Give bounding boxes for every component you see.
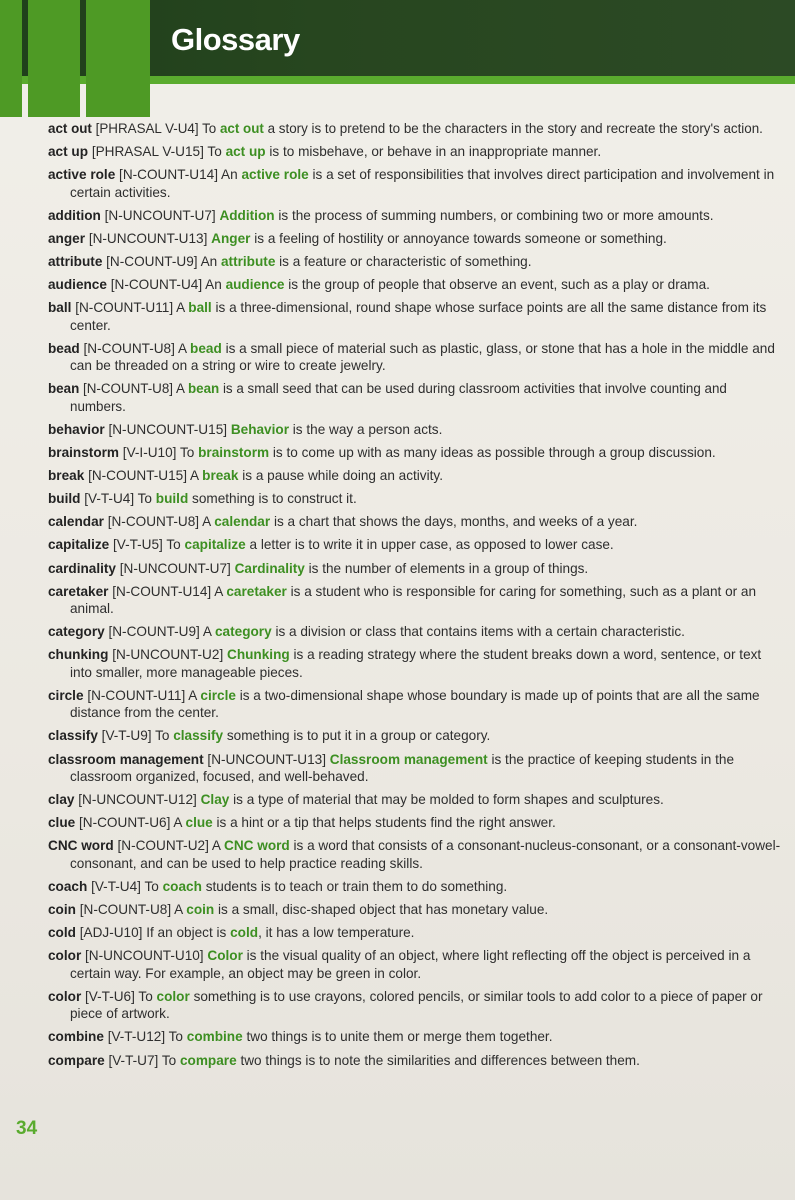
entry-term: behavior bbox=[48, 421, 105, 437]
entry-highlighted-term: ball bbox=[188, 300, 212, 316]
entry-tag: [N-UNCOUNT-U7] bbox=[119, 560, 231, 576]
entry-term: cold bbox=[48, 925, 76, 941]
entry-definition-lead: To bbox=[202, 121, 217, 136]
entry-term: capitalize bbox=[48, 537, 110, 553]
entry-definition-lead: A bbox=[202, 624, 212, 640]
entry-tag: [N-UNCOUNT-U13] bbox=[207, 751, 326, 767]
entry-highlighted-term: circle bbox=[200, 687, 236, 703]
page-title: Glossary bbox=[171, 22, 300, 57]
entry-definition: is a hint or a tip that helps students find the right answer. bbox=[216, 815, 556, 831]
glossary-entry bbox=[48, 687, 783, 722]
entry-term: combine bbox=[48, 1029, 104, 1045]
entry-tag: [N-COUNT-U15] bbox=[88, 468, 188, 484]
entry-highlighted-term: capitalize bbox=[184, 537, 246, 553]
glossary-entry bbox=[48, 837, 783, 872]
entry-definition: is the visual quality of an object, where light reflecting off the object is perceived in a certain way. For example, an object may be green in color. bbox=[70, 948, 751, 981]
entry-term: clue bbox=[48, 815, 76, 831]
entry-definition: is a pause while doing an activity. bbox=[242, 468, 443, 484]
entry-highlighted-term: brainstorm bbox=[198, 445, 270, 461]
entry-highlighted-term: coach bbox=[162, 878, 202, 894]
entry-highlighted-term: Clay bbox=[200, 792, 230, 808]
entry-definition-lead: A bbox=[177, 340, 187, 356]
entry-definition: is a feeling of hostility or annoyance towards someone or something. bbox=[254, 230, 667, 246]
entry-definition: is a division or class that contains items with a certain characteristic. bbox=[275, 624, 685, 640]
entry-definition: students is to teach or train them to do something. bbox=[205, 878, 508, 894]
entry-term: anger bbox=[48, 230, 86, 246]
entry-term: attribute bbox=[48, 253, 103, 269]
entry-term: compare bbox=[48, 1052, 105, 1068]
glossary-entry bbox=[48, 560, 783, 578]
entry-highlighted-term: attribute bbox=[221, 253, 276, 269]
entry-term: category bbox=[48, 624, 105, 640]
entry-definition-lead: A bbox=[176, 300, 185, 316]
glossary-entry bbox=[48, 536, 783, 554]
glossary-entry bbox=[48, 947, 783, 982]
entry-term: act out bbox=[48, 121, 92, 136]
entry-definition-lead: A bbox=[176, 381, 185, 397]
entry-highlighted-term: classify bbox=[173, 728, 224, 744]
glossary-entry bbox=[48, 1052, 783, 1070]
entry-highlighted-term: act out bbox=[219, 121, 264, 136]
entry-tag: [V-I-U10] bbox=[122, 445, 177, 461]
entry-tag: [N-UNCOUNT-U15] bbox=[108, 421, 228, 437]
entry-definition-lead: A bbox=[202, 514, 211, 530]
entry-highlighted-term: caretaker bbox=[226, 583, 287, 599]
entry-tag: [N-COUNT-U9] bbox=[108, 624, 200, 640]
entry-definition-lead: To bbox=[155, 728, 170, 744]
glossary-entry bbox=[48, 751, 783, 786]
entry-tag: [N-UNCOUNT-U2] bbox=[112, 647, 224, 663]
entry-highlighted-term: bean bbox=[187, 381, 220, 397]
entry-definition-lead: To bbox=[166, 537, 181, 553]
entry-term: chunking bbox=[48, 647, 109, 663]
entry-definition: is the group of people that observe an event, such as a play or drama. bbox=[288, 277, 710, 293]
entry-term: brainstorm bbox=[48, 445, 120, 461]
entry-term: CNC word bbox=[48, 838, 114, 854]
entry-tag: [N-UNCOUNT-U13] bbox=[88, 230, 208, 246]
entry-highlighted-term: Cardinality bbox=[234, 560, 305, 576]
entry-definition: two things is to note the similarities and differences between them. bbox=[240, 1052, 640, 1068]
entry-highlighted-term: Addition bbox=[219, 207, 275, 223]
entry-definition-lead: A bbox=[214, 583, 223, 599]
entry-definition-lead: An bbox=[221, 167, 238, 183]
glossary-entry bbox=[48, 583, 783, 618]
header-tab-decoration bbox=[28, 0, 80, 117]
entry-term: addition bbox=[48, 207, 101, 223]
glossary-entry bbox=[48, 901, 783, 919]
entry-tag: [V-T-U6] bbox=[85, 988, 135, 1004]
entry-highlighted-term: calendar bbox=[214, 514, 271, 530]
entry-definition-lead: A bbox=[188, 687, 197, 703]
entry-tag: [N-COUNT-U14] bbox=[119, 167, 218, 183]
entry-tag: [N-UNCOUNT-U7] bbox=[104, 207, 216, 223]
entry-tag: [N-COUNT-U8] bbox=[83, 381, 174, 397]
glossary-entry bbox=[48, 727, 783, 745]
entry-term: classify bbox=[48, 728, 98, 744]
entry-definition: is a reading strategy where the student breaks down a word, sentence, or text into smaller, more manageable pieces. bbox=[70, 647, 762, 680]
entry-definition: is a chart that shows the days, months, and weeks of a year. bbox=[273, 514, 638, 530]
entry-tag: [N-COUNT-U4] bbox=[110, 277, 203, 293]
entry-highlighted-term: Anger bbox=[211, 230, 251, 246]
entry-highlighted-term: active role bbox=[241, 167, 309, 183]
entry-definition: two things is to unite them or merge them together. bbox=[246, 1029, 553, 1045]
entry-tag: [V-T-U12] bbox=[107, 1029, 166, 1045]
entry-tag: [N-COUNT-U8] bbox=[79, 902, 172, 918]
entry-definition: a letter is to write it in upper case, as opposed to lower case. bbox=[249, 537, 614, 553]
entry-highlighted-term: act up bbox=[225, 144, 266, 160]
entry-definition: , it has a low temperature. bbox=[258, 925, 415, 941]
entry-term: bead bbox=[48, 340, 80, 356]
entry-tag: [N-COUNT-U8] bbox=[107, 514, 200, 530]
entry-term: calendar bbox=[48, 514, 104, 530]
entry-highlighted-term: audience bbox=[225, 277, 285, 293]
entry-tag: [N-COUNT-U2] bbox=[117, 838, 209, 854]
glossary-entry bbox=[48, 814, 783, 832]
entry-tag: [N-COUNT-U11] bbox=[87, 687, 186, 703]
entry-definition-lead: A bbox=[173, 815, 182, 831]
glossary-entry bbox=[48, 924, 783, 942]
entry-tag: [N-COUNT-U9] bbox=[106, 253, 198, 269]
entry-highlighted-term: Chunking bbox=[227, 647, 290, 663]
entry-highlighted-term: cold bbox=[230, 925, 259, 941]
entry-definition: something is to put it in a group or category. bbox=[226, 728, 491, 744]
entry-highlighted-term: bead bbox=[190, 340, 222, 356]
entry-definition-lead: An bbox=[205, 277, 222, 293]
glossary-entries bbox=[48, 120, 783, 1075]
glossary-entry bbox=[48, 276, 783, 294]
entry-tag: [N-UNCOUNT-U10] bbox=[85, 948, 204, 964]
entry-term: break bbox=[48, 468, 85, 484]
entry-term: color bbox=[48, 948, 82, 964]
entry-definition: is the process of summing numbers, or combining two or more amounts. bbox=[278, 207, 714, 223]
glossary-entry bbox=[48, 988, 783, 1023]
entry-definition-lead: To bbox=[138, 988, 153, 1004]
glossary-entry bbox=[48, 230, 783, 248]
entry-definition: is a student who is responsible for caring for something, such as a plant or an animal. bbox=[70, 583, 757, 617]
entry-definition: is the practice of keeping students in the classroom organized, focused, and well-behaved. bbox=[70, 751, 735, 785]
entry-tag: [V-T-U4] bbox=[91, 878, 141, 894]
entry-definition-lead: To bbox=[144, 878, 159, 894]
entry-tag: [V-T-U4] bbox=[84, 491, 135, 507]
header-tab-decoration bbox=[86, 0, 150, 117]
entry-tag: [PHRASAL V-U15] bbox=[91, 144, 204, 160]
entry-term: coach bbox=[48, 878, 88, 894]
glossary-entry bbox=[48, 421, 783, 439]
glossary-entry bbox=[48, 646, 783, 681]
entry-highlighted-term: color bbox=[156, 988, 190, 1004]
entry-definition: is a word that consists of a consonant-nucleus-consonant, or a consonant-vowel-consonant, and can be used to help practice reading skills. bbox=[70, 838, 781, 871]
entry-highlighted-term: build bbox=[155, 491, 189, 507]
entry-definition: is a small, disc-shaped object that has monetary value. bbox=[218, 902, 549, 918]
entry-term: cardinality bbox=[48, 560, 116, 576]
entry-definition-lead: To bbox=[137, 491, 152, 507]
page-number: 34 bbox=[16, 1118, 38, 1139]
entry-definition: is a small piece of material such as plastic, glass, or stone that has a hole in the middle and can be threaded on a string or wire to create jewelry. bbox=[70, 340, 775, 374]
entry-definition: is a small seed that can be used during classroom activities that involve counting and numbers. bbox=[70, 381, 727, 414]
glossary-entry bbox=[48, 143, 783, 161]
entry-definition: is to misbehave, or behave in an inappropriate manner. bbox=[269, 144, 602, 160]
entry-highlighted-term: Behavior bbox=[230, 421, 289, 437]
entry-tag: [N-COUNT-U11] bbox=[75, 300, 174, 316]
glossary-entry bbox=[48, 207, 783, 225]
entry-tag: [ADJ-U10] bbox=[79, 925, 143, 941]
entry-term: ball bbox=[48, 300, 72, 316]
entry-definition-lead: To bbox=[179, 445, 195, 461]
entry-highlighted-term: Classroom management bbox=[329, 751, 488, 767]
entry-definition: is a type of material that may be molded to form shapes and sculptures. bbox=[233, 792, 664, 808]
entry-definition-lead: If an object is bbox=[146, 925, 227, 941]
entry-tag: [V-T-U5] bbox=[112, 537, 163, 553]
glossary-entry bbox=[48, 513, 783, 531]
glossary-entry bbox=[48, 878, 783, 896]
entry-definition-lead: A bbox=[174, 902, 183, 918]
glossary-entry bbox=[48, 253, 783, 271]
entry-definition: is to come up with as many ideas as possible through a group discussion. bbox=[272, 445, 716, 461]
header-tab-decoration bbox=[0, 0, 22, 117]
glossary-entry bbox=[48, 467, 783, 485]
entry-highlighted-term: coin bbox=[186, 902, 215, 918]
entry-definition-lead: A bbox=[211, 838, 221, 854]
entry-term: bean bbox=[48, 381, 80, 397]
entry-definition: is a feature or characteristic of something. bbox=[279, 253, 532, 269]
entry-highlighted-term: combine bbox=[186, 1029, 243, 1045]
entry-tag: [N-COUNT-U8] bbox=[83, 340, 175, 356]
entry-highlighted-term: clue bbox=[185, 815, 213, 831]
glossary-entry bbox=[48, 380, 783, 415]
glossary-entry bbox=[48, 791, 783, 809]
entry-highlighted-term: break bbox=[202, 468, 239, 484]
entry-definition: is the number of elements in a group of things. bbox=[308, 560, 589, 576]
entry-tag: [V-T-U7] bbox=[108, 1052, 159, 1068]
entry-term: act up bbox=[48, 144, 89, 160]
glossary-entry bbox=[48, 166, 783, 201]
entry-term: color bbox=[48, 988, 82, 1004]
entry-tag: [V-T-U9] bbox=[101, 728, 152, 744]
entry-definition: is a two-dimensional shape whose boundary is made up of points that are all the same distance from the center. bbox=[70, 687, 760, 721]
entry-term: circle bbox=[48, 687, 84, 703]
entry-term: audience bbox=[48, 277, 107, 293]
glossary-entry bbox=[48, 340, 783, 375]
entry-definition: is the way a person acts. bbox=[292, 421, 443, 437]
entry-definition-lead: To bbox=[168, 1029, 183, 1045]
entry-definition-lead: To bbox=[161, 1052, 177, 1068]
entry-term: active role bbox=[48, 167, 116, 183]
entry-definition-lead: To bbox=[207, 144, 222, 160]
entry-term: build bbox=[48, 491, 81, 507]
entry-highlighted-term: compare bbox=[179, 1052, 237, 1068]
entry-highlighted-term: Color bbox=[207, 948, 243, 964]
entry-definition: is a set of responsibilities that involves direct participation and involvement in certain activities. bbox=[70, 167, 775, 200]
glossary-entry bbox=[48, 299, 783, 334]
entry-definition: something is to construct it. bbox=[192, 491, 357, 507]
entry-term: caretaker bbox=[48, 583, 109, 599]
entry-tag: [N-UNCOUNT-U12] bbox=[78, 792, 197, 808]
entry-tag: [PHRASAL V-U4] bbox=[95, 121, 199, 136]
entry-term: clay bbox=[48, 792, 75, 808]
glossary-entry bbox=[48, 623, 783, 641]
glossary-entry bbox=[48, 1028, 783, 1046]
glossary-entry bbox=[48, 120, 783, 138]
entry-definition-lead: An bbox=[200, 253, 218, 269]
entry-highlighted-term: CNC word bbox=[224, 838, 290, 854]
entry-definition: is a three-dimensional, round shape whose surface points are all the same distance from its center. bbox=[70, 300, 767, 333]
entry-definition: something is to use crayons, colored pencils, or similar tools to add color to a piece of paper or piece of artwork. bbox=[70, 988, 763, 1022]
entry-term: coin bbox=[48, 902, 76, 918]
entry-term: classroom management bbox=[48, 751, 204, 767]
entry-highlighted-term: category bbox=[214, 624, 272, 640]
glossary-entry bbox=[48, 490, 783, 508]
entry-definition: a story is to pretend to be the characters in the story and recreate the story's action. bbox=[267, 121, 763, 136]
entry-tag: [N-COUNT-U14] bbox=[112, 583, 212, 599]
glossary-entry bbox=[48, 444, 783, 462]
entry-tag: [N-COUNT-U6] bbox=[78, 815, 171, 831]
entry-definition-lead: A bbox=[190, 468, 199, 484]
